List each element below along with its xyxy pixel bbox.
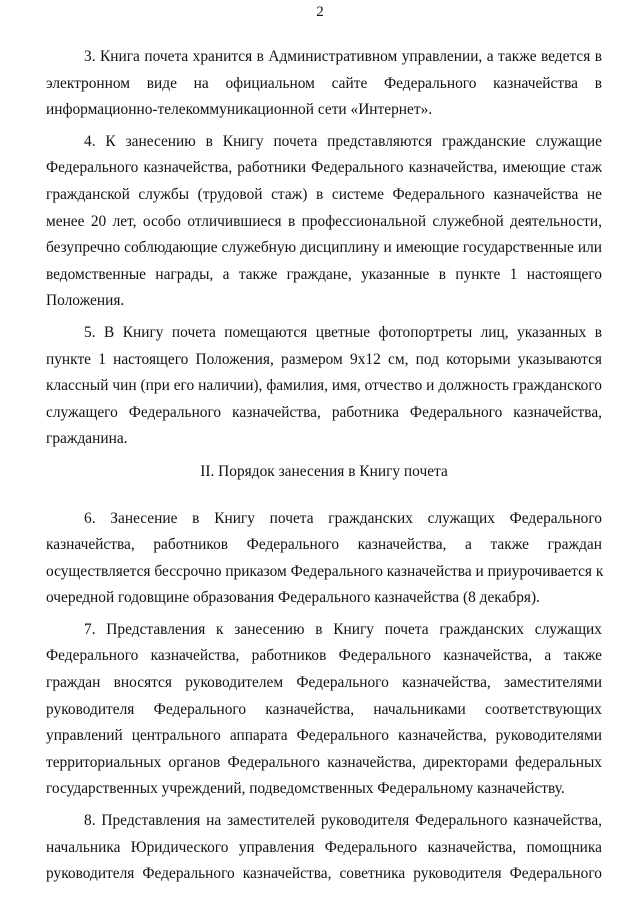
paragraph-line: государственных учреждений, подведомственных Федеральному казначейству. [46,780,565,798]
paragraph-line: 3. Книга почета хранится в Административном управлении, а также ведется в [84,48,602,65]
paragraph-line: осуществляется бессрочно приказом Федерального казначейства и приурочивается к [46,562,604,580]
paragraph-p7 [46,617,602,803]
section-1-paragraphs [46,44,602,453]
section-heading: II. Порядок занесения в Книгу почета [200,462,448,480]
paragraph-line: менее 20 лет, особо отличившиеся в профессиональной служебной деятельности, [46,212,602,230]
paragraph-line: ведомственные награды, а также граждане, указанные в пункте 1 настоящего [46,265,602,283]
paragraph-line: руководителя Федерального казначейства, начальниками соответствующих [46,700,602,718]
paragraph-p8 [46,808,602,888]
paragraph-p3 [46,44,602,124]
page-number: 2 [316,4,324,20]
paragraph-p4 [46,129,602,315]
paragraph-line: 6. Занесение в Книгу почета гражданских служащих Федерального [84,509,602,527]
paragraph-line: 7. Представления к занесению в Книгу почета гражданских служащих [84,620,602,638]
paragraph-line: казначейства, работников Федерального казначейства, а также граждан [46,536,602,554]
paragraph-line: гражданской службы (трудовой стаж) в системе Федерального казначейства не [46,185,602,203]
document-body [46,44,602,888]
paragraph-p6 [46,506,602,612]
paragraph-line: 5. В Книгу почета помещаются цветные фотопортреты лиц, указанных в [84,323,602,341]
paragraph-line: начальника Юридического управления Федерального казначейства, помощника [46,838,602,856]
section-2-paragraphs [46,506,602,888]
paragraph-line: 4. К занесению в Книгу почета представляются гражданские служащие [84,132,602,150]
paragraph-line: пункте 1 настоящего Положения, размером 9х12 см, под которыми указываются [46,350,602,368]
paragraph-line: классный чин (при его наличии), фамилия, имя, отчество и должность гражданского [46,377,602,395]
paragraph-line: Положения. [46,292,125,310]
paragraph-line: Федерального казначейства, работники Федерального казначейства, имеющие стаж [46,159,602,177]
paragraph-line: электронном виде на официальном сайте Федерального казначейства в [46,74,602,92]
paragraph-line: 8. Представления на заместителей руководителя Федерального казначейства, [84,812,602,830]
paragraph-line: территориальных органов Федерального казначейства, директорами федеральных [46,753,602,771]
paragraph-line: служащего Федерального казначейства, работника Федерального казначейства, [46,403,602,421]
paragraph-line: руководителя Федерального казначейства, советника руководителя Федерального [46,865,602,883]
paragraph-p5 [46,320,602,453]
paragraph-line: очередной годовщине образования Федерального казначейства (8 декабря). [46,589,540,607]
paragraph-line: Федерального казначейства, работников Федерального казначейства, а также [46,647,602,665]
paragraph-line: гражданина. [46,430,128,448]
paragraph-line: граждан вносятся руководителем Федерального казначейства, заместителями [46,674,602,692]
paragraph-line: информационно-телекоммуникационной сети «Интернет». [46,101,433,119]
paragraph-line: управлений центрального аппарата Федерального казначейства, руководителями [46,727,602,745]
paragraph-line: безупречно соблюдающие служебную дисциплину и имеющие государственные или [46,239,602,257]
